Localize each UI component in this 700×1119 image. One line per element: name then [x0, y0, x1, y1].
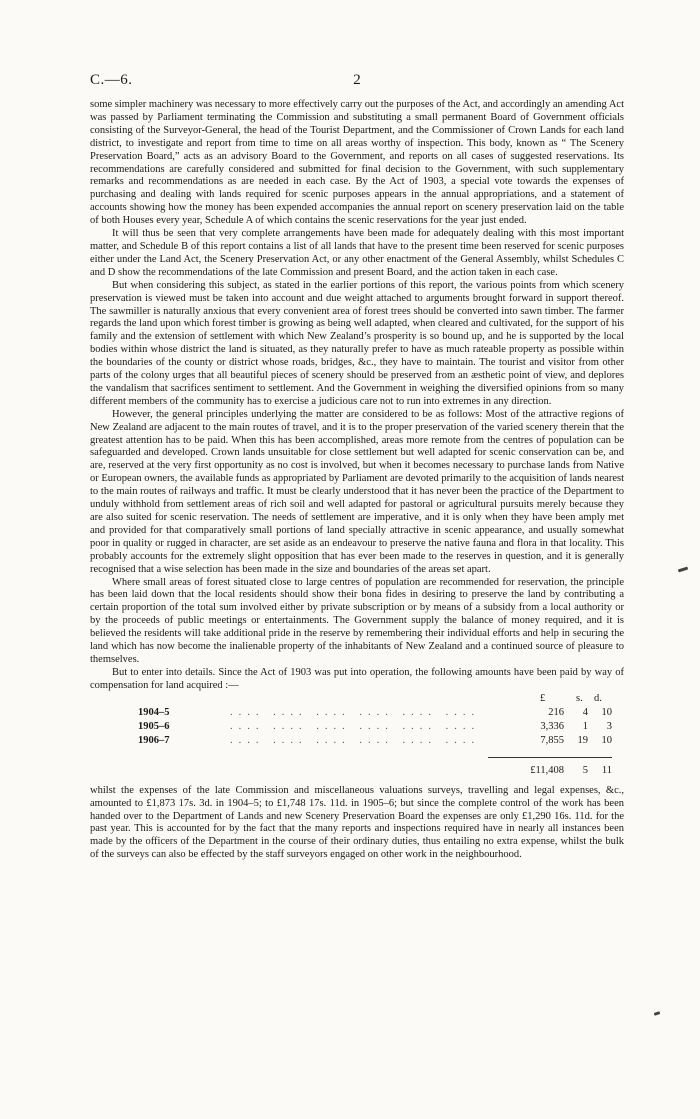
- closing-paragraph: whilst the expenses of the late Commission and miscellaneous valuations surveys, travelling and legal expenses, &c., amounted to £1,873 17s. 3d. in 1904–5; to £1,748 17s. 11d. in 1905–6; but since the complete control of the work has been handed over to the Department of Lands and new Scenery Preservation Board the expenses are only £1,290 16s. 11d. for the past year. This is accounted for by the fact that the many reports and inspections required have in nearly all instances been made by the officers of the Department in the course of their ordinary duties, thus entailing no extra expense, whilst the bulk of the surveys can also be effected by the staff surveyors engaged on other work in the neighbourhood.: [90, 784, 624, 861]
- table-row: [138, 721, 612, 734]
- row-pence: 10: [601, 734, 612, 746]
- row-shillings: 1: [582, 720, 588, 732]
- row-shillings: 19: [577, 734, 588, 746]
- row-year: 1906–7: [138, 734, 170, 746]
- table-row: [138, 735, 612, 748]
- table-row: [138, 707, 612, 720]
- row-year: 1905–6: [138, 720, 170, 732]
- currency-headers: [488, 693, 612, 705]
- report-body: [90, 99, 624, 862]
- shillings-header: s.: [576, 692, 583, 704]
- total-pounds: £11,408: [530, 764, 564, 776]
- document-code: C.—6.: [90, 72, 133, 88]
- total-row: [138, 765, 612, 778]
- row-pounds: 7,855: [540, 734, 564, 746]
- compensation-table: [90, 693, 624, 785]
- page-header: [90, 72, 624, 94]
- paragraph-5: Where small areas of forest situated close to large centres of population are recommended for reservation, the principle has been laid down that the local residents should show their bona fides in desiring to preserve the land by contributing a certain proportion of the total sum involved either by private subscription or by means of a subsidy from a local authority or by the proceeds of public meetings or entertainments. The Government supply the balance of money required, and it is believed the residents will take additional pride in the reserve by remembering their individual efforts and help in securing the land which has now become the inalienable property of the inhabitants of New Zealand and a continued source of pleasure to themselves.: [90, 576, 624, 665]
- page-number: 2: [353, 72, 361, 88]
- margin-mark: [654, 1011, 661, 1016]
- row-pence: 3: [606, 720, 612, 732]
- paragraph-6: But to enter into details. Since the Act of 1903 was put into operation, the following amounts have been paid by way of compensation for land acquired :—: [90, 666, 624, 691]
- pence-header: d.: [594, 692, 602, 704]
- total-pence: 11: [601, 764, 612, 776]
- leader-dots: .... .... .... .... .... ....: [230, 706, 481, 718]
- row-pounds: 3,336: [540, 720, 564, 732]
- paragraph-1: some simpler machinery was necessary to more effectively carry out the purposes of the Act, and accordingly an amending Act was passed by Parliament terminating the Commission and substituting a small permanent Board of Government officials consisting of the Surveyor-General, the head of the Tourist Department, and the Commissioner of Crown Lands for each land district, to investigate and report from time to time on all areas worthy of inspection. This body, known as “ The Scenery Preservation Board,” acts as an advisory Board to the Government, and reports on all cases of suggested reservations. Its recommendations are carefully considered and submitted for final decision to the Government, with such supplementary remarks and recommendations as are needed in each case. By the Act of 1903, a special vote towards the expenses of purchasing and dealing with lands required for scenic purposes appears in the annual appropriations, and a statement of accounts showing how the money has been expended accompanies the annual report on scenery preservation laid on the table of both Houses every year, Schedule A of which contains the scenic reservations for the year just ended.: [90, 99, 624, 227]
- margin-mark: [678, 567, 688, 573]
- paragraph-4: However, the general principles underlying the matter are considered to be as follows: Most of the attractive regions of New Zealand are adjacent to the main routes of travel, and it is to the proper preservation of the varied scenery therein that the greatest attention has to be paid. When this has been accomplished, areas more remote from the centres of population can be safeguarded and developed. Crown lands unsuitable for close settlement but well adapted for scenic conservation can be, and are, reserved at the very first opportunity as no cost is involved, but when it becomes necessary to purchase lands from Native or European owners, the available funds as appropriated by Parliament are devoted primarily to the acquisition of lands nearest to the main routes of railways and traffic. It must be clearly understood that it has never been the practice of the Department to unduly withhold from settlement areas of rich soil and well adapted for pastoral or agricultural pursuits merely because they are also suited for scenic reservation. The needs of settlement are imperative, and it is only when they have been amply met and provided for that comparatively small portions of land specially attractive in scenic appearance, and usually somewhat poor in quality or rugged in character, are set aside as an endeavour to preserve the native fauna and flora in that locality. This probably accounts for the extremely slight opposition that has ever been made to the reserves in question, and it is generally recognised that a wise selection has been made in the size and boundaries of the areas set apart.: [90, 408, 624, 575]
- paragraph-2: It will thus be seen that very complete arrangements have been made for adequately dealing with this most important matter, and Schedule B of this report contains a list of all lands that have to the present time been reserved for scenic purposes either under the Land Act, the Scenery Preservation Act, or any other enactment of the General Assembly, whilst Schedules C and D show the recommendations of the late Commission and present Board, and the action taken in each case.: [90, 228, 624, 278]
- leader-dots: .... .... .... .... .... ....: [230, 720, 481, 732]
- row-year: 1904–5: [138, 706, 170, 718]
- row-pence: 10: [601, 706, 612, 718]
- pounds-header: £: [540, 692, 546, 704]
- leader-dots: .... .... .... .... .... ....: [230, 734, 481, 746]
- paragraph-3: But when considering this subject, as stated in the earlier portions of this report, the various points from which scenery preservation is viewed must be taken into account and due weight attached to arguments brought forward in support thereof. The sawmiller is naturally anxious that every convenient area of forest trees should be converted into sawn timber. The farmer regards the land upon which forest timber is growing as being well adapted, when cleared and cultivated, for the support of his family and the extension of settlement with which New Zealand’s prosperity is so bound up, and he is supported by the local bodies within whose district the land is situated, as they naturally prefer to have as much rateable property as possible within the boundaries of the county or district whose roads, bridges, &c., they have to maintain. The tourist and visitor from other parts of the colony urges that all beautiful pieces of scenery should be preserved from an æsthetic point of view, and deplores the vandalism that sacrifices sentiment to settlement. And the Government in weighing the diversified opinions from so many different members of the community has to exercise a judicious care not to run into extremes in any direction.: [90, 279, 624, 407]
- total-shillings: 5: [582, 764, 588, 776]
- row-shillings: 4: [582, 706, 588, 718]
- row-pounds: 216: [548, 706, 564, 718]
- total-rule: [488, 757, 612, 758]
